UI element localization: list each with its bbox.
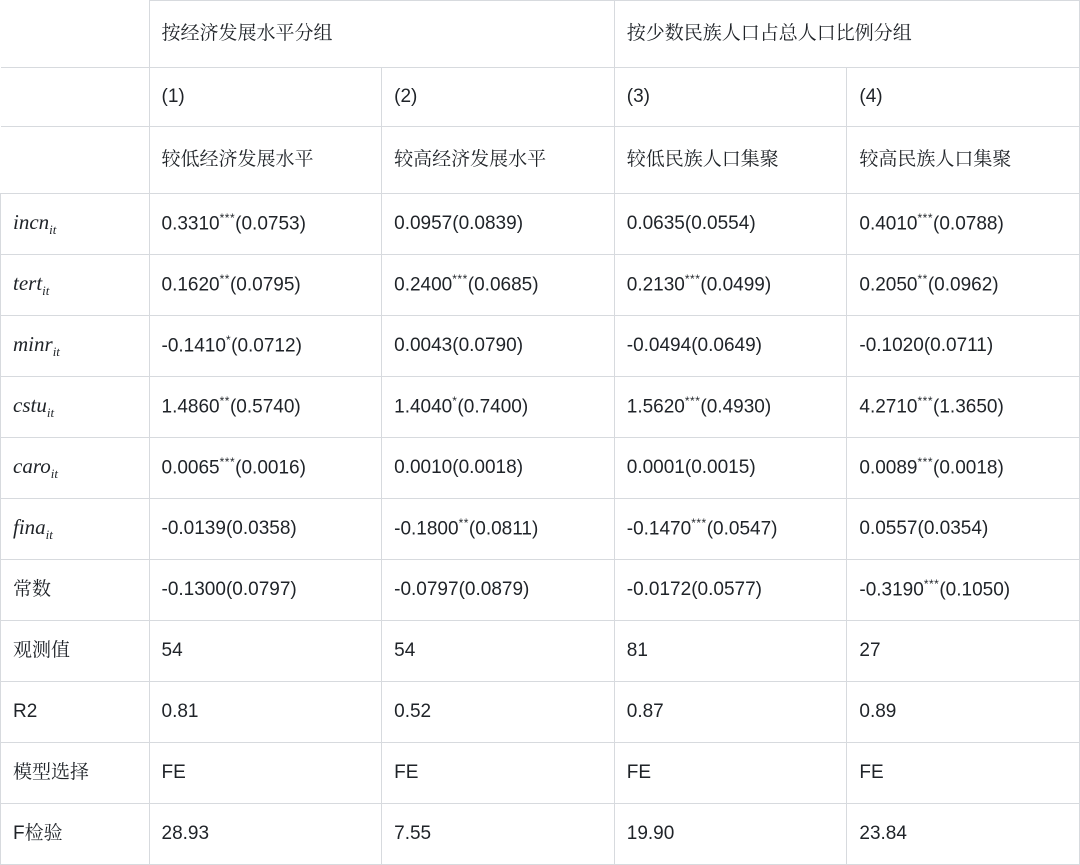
coefficient-value: 0.0089 — [859, 457, 918, 479]
row-label — [1, 194, 150, 255]
coefficient-value: 54 — [161, 639, 183, 661]
standard-error: (0.0577) — [691, 578, 762, 600]
column-number-2: (2) — [382, 68, 615, 127]
standard-error: (0.0879) — [458, 578, 530, 600]
row-label — [1, 560, 150, 621]
standard-error: (0.0711) — [923, 334, 994, 356]
table-cell — [382, 316, 615, 377]
table-cell — [847, 377, 1080, 438]
table-row — [1, 255, 1080, 316]
table-cell — [382, 255, 615, 316]
coefficient-value: 0.0557 — [859, 517, 918, 539]
table-row — [1, 194, 1080, 255]
column-title-blank — [1, 127, 150, 194]
row-label — [1, 499, 150, 560]
coefficient-value: 0.2130 — [626, 274, 685, 296]
row-label-subscript: it — [50, 466, 58, 482]
table-cell — [847, 804, 1080, 865]
significance-stars: *** — [917, 393, 934, 408]
coefficient-value: -0.1300 — [161, 578, 226, 600]
table-cell — [149, 255, 382, 316]
coefficient-value: 1.4860 — [161, 396, 220, 418]
standard-error: (0.0753) — [235, 213, 306, 235]
coefficient-value: 0.0635 — [626, 212, 685, 234]
coefficient-value: FE — [161, 761, 186, 783]
coefficient-value: -0.0797 — [394, 578, 459, 600]
standard-error: (0.0788) — [933, 213, 1004, 235]
table-cell — [382, 438, 615, 499]
row-label — [1, 255, 150, 316]
significance-stars: ** — [458, 515, 469, 530]
table-cell — [847, 255, 1080, 316]
coefficient-value: 0.87 — [626, 700, 664, 722]
column-title-2: 较高经济发展水平 — [382, 127, 615, 194]
table-cell — [149, 682, 382, 743]
significance-stars: *** — [917, 454, 934, 469]
standard-error: (0.4930) — [700, 396, 772, 418]
coefficient-value: 0.0001 — [626, 456, 685, 478]
coefficient-value: 19.90 — [626, 822, 675, 844]
coefficient-value: 0.2050 — [859, 274, 918, 296]
row-label-subscript: it — [52, 344, 60, 360]
row-label-text: caro$_{it}$ — [13, 453, 58, 482]
coefficient-value: 81 — [626, 639, 648, 661]
table-cell — [847, 438, 1080, 499]
row-label-subscript: it — [42, 283, 50, 299]
coefficient-value: 0.0010 — [394, 456, 453, 478]
standard-error: (0.0554) — [684, 212, 756, 234]
coefficient-value: 28.93 — [161, 822, 210, 844]
coefficient-value: FE — [626, 761, 652, 783]
table-row — [1, 743, 1080, 804]
row-label — [1, 621, 150, 682]
row-label-text: R2 — [13, 700, 38, 722]
table-row — [1, 804, 1080, 865]
row-label-text: F检验 — [13, 822, 63, 844]
significance-stars: *** — [917, 210, 934, 225]
group-header-row — [1, 1, 1080, 68]
row-label-subscript: it — [49, 222, 57, 238]
table-cell — [382, 682, 615, 743]
significance-stars: *** — [219, 454, 236, 469]
column-number-1: (1) — [149, 68, 382, 127]
table-cell — [614, 194, 847, 255]
coefficient-value: 4.2710 — [859, 396, 918, 418]
table-cell — [614, 316, 847, 377]
row-label-text: 观测值 — [13, 639, 71, 661]
coefficient-value: 0.0043 — [394, 334, 453, 356]
coefficient-value: 0.0957 — [394, 212, 453, 234]
column-number-4: (4) — [847, 68, 1080, 127]
coefficient-value: -0.0494 — [626, 334, 692, 356]
row-label-text: fina$_{it}$ — [13, 514, 53, 543]
coefficient-value: 0.3310 — [161, 213, 220, 235]
table-cell — [149, 438, 382, 499]
significance-stars: * — [225, 332, 232, 347]
row-label — [1, 804, 150, 865]
table-cell — [847, 743, 1080, 804]
table-cell — [847, 621, 1080, 682]
table-cell — [149, 743, 382, 804]
table-cell — [614, 499, 847, 560]
row-label — [1, 316, 150, 377]
table-cell — [382, 194, 615, 255]
table-cell — [149, 194, 382, 255]
table-cell — [614, 682, 847, 743]
row-label — [1, 682, 150, 743]
table-cell — [614, 743, 847, 804]
coefficient-value: 23.84 — [859, 822, 907, 844]
standard-error: (0.0790) — [452, 334, 524, 356]
table-cell — [847, 499, 1080, 560]
table-row — [1, 438, 1080, 499]
standard-error: (0.0547) — [706, 518, 778, 540]
coefficient-value: 1.4040 — [394, 396, 453, 418]
table-cell — [847, 682, 1080, 743]
significance-stars: *** — [452, 271, 468, 286]
column-number-3: (3) — [614, 68, 847, 127]
table-cell — [382, 377, 615, 438]
significance-stars: *** — [684, 393, 701, 408]
group-header-economic: 按经济发展水平分组 — [149, 1, 614, 68]
coefficient-value: -0.1470 — [626, 518, 692, 540]
standard-error: (0.0962) — [927, 274, 999, 296]
significance-stars: *** — [691, 515, 707, 530]
table-cell — [149, 499, 382, 560]
table-cell — [149, 377, 382, 438]
coefficient-value: -0.1020 — [859, 334, 924, 356]
coefficient-value: 0.2400 — [394, 274, 453, 296]
row-label — [1, 743, 150, 804]
significance-stars: ** — [219, 271, 230, 286]
table-cell — [382, 621, 615, 682]
table-cell — [847, 560, 1080, 621]
table-cell — [614, 377, 847, 438]
table-row — [1, 621, 1080, 682]
table-cell — [149, 621, 382, 682]
row-label-text: cstu$_{it}$ — [13, 392, 55, 421]
row-label — [1, 438, 150, 499]
row-label-text: minr$_{it}$ — [13, 331, 60, 360]
column-title-4: 较高民族人口集聚 — [847, 127, 1080, 194]
table-row — [1, 377, 1080, 438]
group-header-ethnic: 按少数民族人口占总人口比例分组 — [614, 1, 1079, 68]
table-row — [1, 682, 1080, 743]
significance-stars: *** — [684, 271, 701, 286]
table-cell — [614, 560, 847, 621]
table-row — [1, 499, 1080, 560]
table-body — [1, 1, 1080, 865]
corner-cell — [1, 1, 150, 68]
coefficient-value: 0.89 — [859, 700, 897, 722]
significance-stars: *** — [219, 210, 236, 225]
table-cell — [614, 255, 847, 316]
coefficient-value: FE — [394, 761, 419, 783]
standard-error: (0.0839) — [452, 212, 524, 234]
column-number-row — [1, 68, 1080, 127]
coefficient-value: 54 — [394, 639, 416, 661]
table-cell — [149, 316, 382, 377]
column-number-blank — [1, 68, 150, 127]
standard-error: (0.0016) — [235, 457, 306, 479]
table-cell — [382, 560, 615, 621]
standard-error: (0.0649) — [691, 334, 762, 356]
significance-stars: * — [452, 393, 458, 408]
standard-error: (0.0358) — [225, 517, 297, 539]
significance-stars: ** — [219, 393, 230, 408]
standard-error: (0.0811) — [468, 518, 539, 540]
column-title-row — [1, 127, 1080, 194]
coefficient-value: 0.0065 — [161, 457, 220, 479]
standard-error: (0.0015) — [684, 456, 756, 478]
significance-stars: *** — [923, 576, 940, 591]
row-label-text: tert$_{it}$ — [13, 270, 50, 299]
standard-error: (0.0797) — [225, 578, 297, 600]
coefficient-value: 0.1620 — [161, 274, 220, 296]
coefficient-value: 0.52 — [394, 700, 432, 722]
coefficient-value: FE — [859, 761, 884, 783]
table-cell — [847, 316, 1080, 377]
row-label-text: 模型选择 — [13, 761, 90, 783]
table-row — [1, 560, 1080, 621]
standard-error: (0.0354) — [917, 517, 989, 539]
coefficient-value: 7.55 — [394, 822, 432, 844]
row-label-subscript: it — [46, 405, 55, 421]
coefficient-value: 0.81 — [161, 700, 199, 722]
coefficient-value: 1.5620 — [626, 396, 685, 418]
table-row — [1, 316, 1080, 377]
coefficient-value: -0.3190 — [859, 579, 924, 601]
table-cell — [149, 560, 382, 621]
column-title-3: 较低民族人口集聚 — [614, 127, 847, 194]
standard-error: (0.0499) — [700, 274, 772, 296]
table-cell — [382, 804, 615, 865]
standard-error: (0.7400) — [457, 396, 529, 418]
coefficient-value: -0.0139 — [161, 517, 226, 539]
table-cell — [382, 499, 615, 560]
table-cell — [614, 621, 847, 682]
row-label-text: incn$_{it}$ — [13, 209, 57, 238]
standard-error: (0.1050) — [939, 579, 1011, 601]
table-cell — [382, 743, 615, 804]
standard-error: (0.0795) — [229, 274, 301, 296]
standard-error: (1.3650) — [933, 396, 1004, 418]
table-cell — [614, 804, 847, 865]
coefficient-value: -0.0172 — [626, 578, 692, 600]
column-title-1: 较低经济发展水平 — [149, 127, 382, 194]
row-label — [1, 377, 150, 438]
standard-error: (0.0712) — [231, 335, 302, 357]
table-cell — [614, 438, 847, 499]
coefficient-value: -0.1800 — [394, 518, 459, 540]
standard-error: (0.0018) — [933, 457, 1004, 479]
row-label-text: 常数 — [13, 578, 52, 600]
table-cell — [149, 804, 382, 865]
standard-error: (0.5740) — [229, 396, 301, 418]
significance-stars: ** — [917, 271, 928, 286]
coefficient-value: 27 — [859, 639, 881, 661]
row-label-subscript: it — [45, 527, 53, 543]
coefficient-value: -0.1410 — [161, 335, 226, 357]
table-cell — [847, 194, 1080, 255]
standard-error: (0.0685) — [467, 274, 539, 296]
coefficient-value: 0.4010 — [859, 213, 918, 235]
standard-error: (0.0018) — [452, 456, 524, 478]
